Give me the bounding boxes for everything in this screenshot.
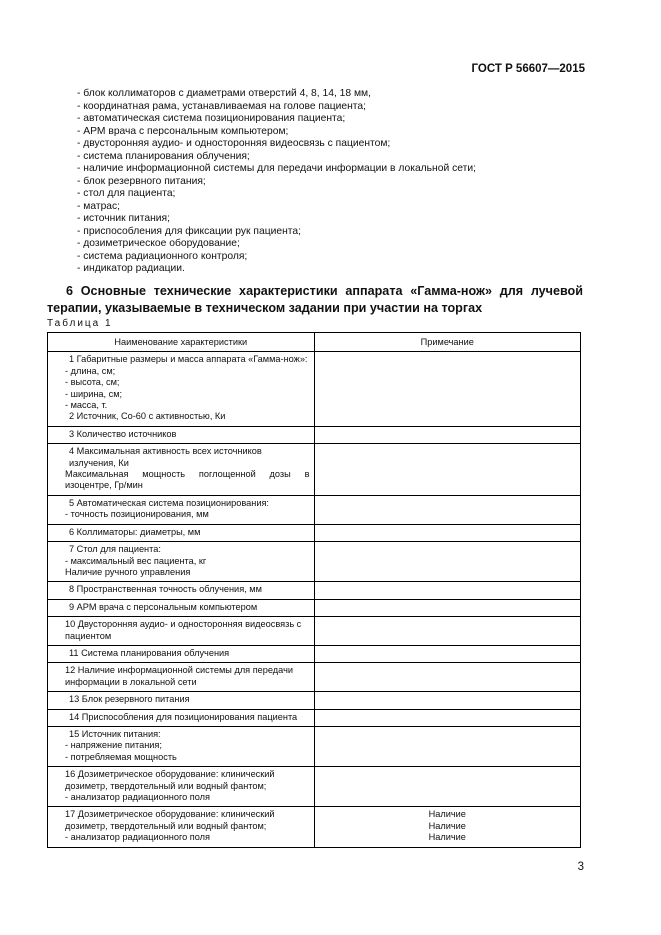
characteristic-cell [48, 352, 315, 426]
cell-line: Наличие ручного управления [65, 566, 191, 577]
cell-line: 11 Система планирования облучения [69, 647, 230, 658]
characteristics-table [47, 332, 581, 848]
header-characteristic: Наименование характеристики [48, 333, 315, 352]
note-line: Наличие [428, 820, 466, 831]
equipment-list [77, 88, 476, 276]
characteristic-cell [48, 767, 315, 807]
list-item: - дозиметрическое оборудование; [77, 238, 240, 249]
list-item: - приспособления для фиксации рук пациента; [77, 225, 301, 237]
table-row [48, 767, 581, 807]
note-cell [314, 692, 581, 709]
note-cell [314, 599, 581, 616]
note-cell [314, 352, 581, 426]
note-cell [314, 663, 581, 692]
cell-line: 13 Блок резервного питания [69, 694, 190, 705]
table-row [48, 663, 581, 692]
table-row [48, 524, 581, 541]
note-cell [314, 444, 581, 496]
table-row [48, 599, 581, 616]
list-item: - наличие информационной системы для передачи информации в локальной сети; [77, 163, 476, 174]
note-cell [314, 582, 581, 599]
cell-line: - максимальный вес пациента, кг [65, 555, 207, 566]
cell-line: 17 Дозиметрическое оборудование: клинический дозиметр, твердотельный или водный фантом; [65, 809, 275, 831]
table-row [48, 709, 581, 726]
table-row [48, 726, 581, 766]
list-item: - система планирования облучения; [77, 150, 250, 162]
note-cell [314, 807, 581, 847]
cell-line: - анализатор радиационного поля [65, 832, 211, 843]
note-cell [314, 767, 581, 807]
table-row [48, 692, 581, 709]
list-item: - блок резервного питания; [77, 175, 206, 187]
characteristic-cell [48, 663, 315, 692]
cell-line: 6 Коллиматоры: диаметры, мм [69, 526, 201, 537]
cell-line: - масса, т. [65, 400, 108, 411]
list-item: - стол для пациента; [77, 188, 176, 199]
table-row [48, 617, 581, 646]
note-cell [314, 495, 581, 524]
cell-line: - анализатор радиационного поля [65, 792, 211, 802]
characteristic-cell [48, 807, 315, 847]
cell-line: 4 Максимальная активность всех источников излучения, Ки [69, 446, 262, 468]
characteristic-cell [48, 542, 315, 582]
note-cell [314, 524, 581, 541]
cell-line: 10 Двусторонняя аудио- и односторонняя видеосвязь с пациентом [65, 619, 302, 641]
cell-line: 3 Количество источников [69, 428, 177, 439]
table-row [48, 542, 581, 582]
characteristic-cell [48, 645, 315, 662]
list-item: - блок коллиматоров с диаметрами отверстий 4, 8, 14, 18 мм, [77, 88, 371, 99]
document-code: ГОСТ Р 56607—2015 [471, 63, 585, 75]
header-note: Примечание [314, 333, 581, 352]
characteristic-cell [48, 426, 315, 443]
cell-line: 12 Наличие информационной системы для передачи информации в локальной сети [65, 665, 293, 687]
characteristic-cell [48, 524, 315, 541]
cell-line: 1 Габаритные размеры и масса аппарата «Гамма-нож»: [69, 354, 308, 365]
table-header-row [48, 333, 581, 352]
cell-line: Максимальная мощность поглощенной дозы в изоцентре, Гр/мин [65, 469, 310, 491]
characteristic-cell [48, 617, 315, 646]
characteristic-cell [48, 582, 315, 599]
note-cell [314, 726, 581, 766]
cell-line: 7 Стол для пациента: [69, 544, 161, 555]
note-cell [314, 542, 581, 582]
characteristic-cell [48, 599, 315, 616]
cell-line: - напряжение питания; [65, 740, 162, 751]
cell-line: - потребляемая мощность [65, 751, 177, 762]
characteristic-cell [48, 726, 315, 766]
characteristic-cell [48, 709, 315, 726]
cell-line: 14 Приспособления для позиционирования пациента [69, 711, 298, 722]
cell-line: 15 Источник питания: [69, 728, 161, 739]
cell-line: 16 Дозиметрическое оборудование: клинический дозиметр, твердотельный или водный фантом; [65, 769, 275, 791]
list-item: - источник питания; [77, 213, 170, 224]
cell-line: - длина, см; [65, 365, 116, 376]
list-item: - матрас; [77, 200, 121, 212]
section-title: 6 Основные технические характеристики аппарата «Гамма-нож» для лучевой терапии, указываемые в техническом задании при участии на торгах [47, 284, 583, 315]
note-line: Наличие [428, 809, 466, 820]
list-item: - система радиационного контроля; [77, 250, 248, 262]
cell-line: - высота, см; [65, 377, 120, 388]
note-line: Наличие [428, 832, 466, 843]
table-caption: Таблица 1 [47, 318, 113, 329]
note-cell [314, 645, 581, 662]
list-item: - индикатор радиации. [77, 263, 185, 274]
cell-line: - точность позиционирования, мм [65, 509, 209, 520]
table-row [48, 645, 581, 662]
table-row [48, 352, 581, 426]
note-cell [314, 709, 581, 726]
table-row [48, 807, 581, 847]
characteristic-cell [48, 495, 315, 524]
list-item: - АРМ врача с персональным компьютером; [77, 125, 289, 137]
note-cell [314, 617, 581, 646]
characteristic-cell [48, 692, 315, 709]
cell-line: 2 Источник, Со-60 с активностью, Ки [69, 411, 226, 422]
list-item: - координатная рама, устанавливаемая на голове пациента; [77, 100, 366, 112]
cell-line: 8 Пространственная точность облучения, мм [69, 584, 262, 595]
cell-line: - ширина, см; [65, 388, 123, 399]
table-row [48, 495, 581, 524]
table-row [48, 426, 581, 443]
note-cell [314, 426, 581, 443]
table-row [48, 582, 581, 599]
list-item: - двусторонняя аудио- и односторонняя видеосвязь с пациентом; [77, 138, 391, 149]
list-item: - автоматическая система позиционирования пациента; [77, 113, 346, 124]
page-number: 3 [577, 861, 584, 873]
characteristic-cell [48, 444, 315, 496]
cell-line: 9 АРМ врача с персональным компьютером [69, 601, 258, 612]
table-row [48, 444, 581, 496]
cell-line: 5 Автоматическая система позиционирования: [69, 497, 269, 508]
